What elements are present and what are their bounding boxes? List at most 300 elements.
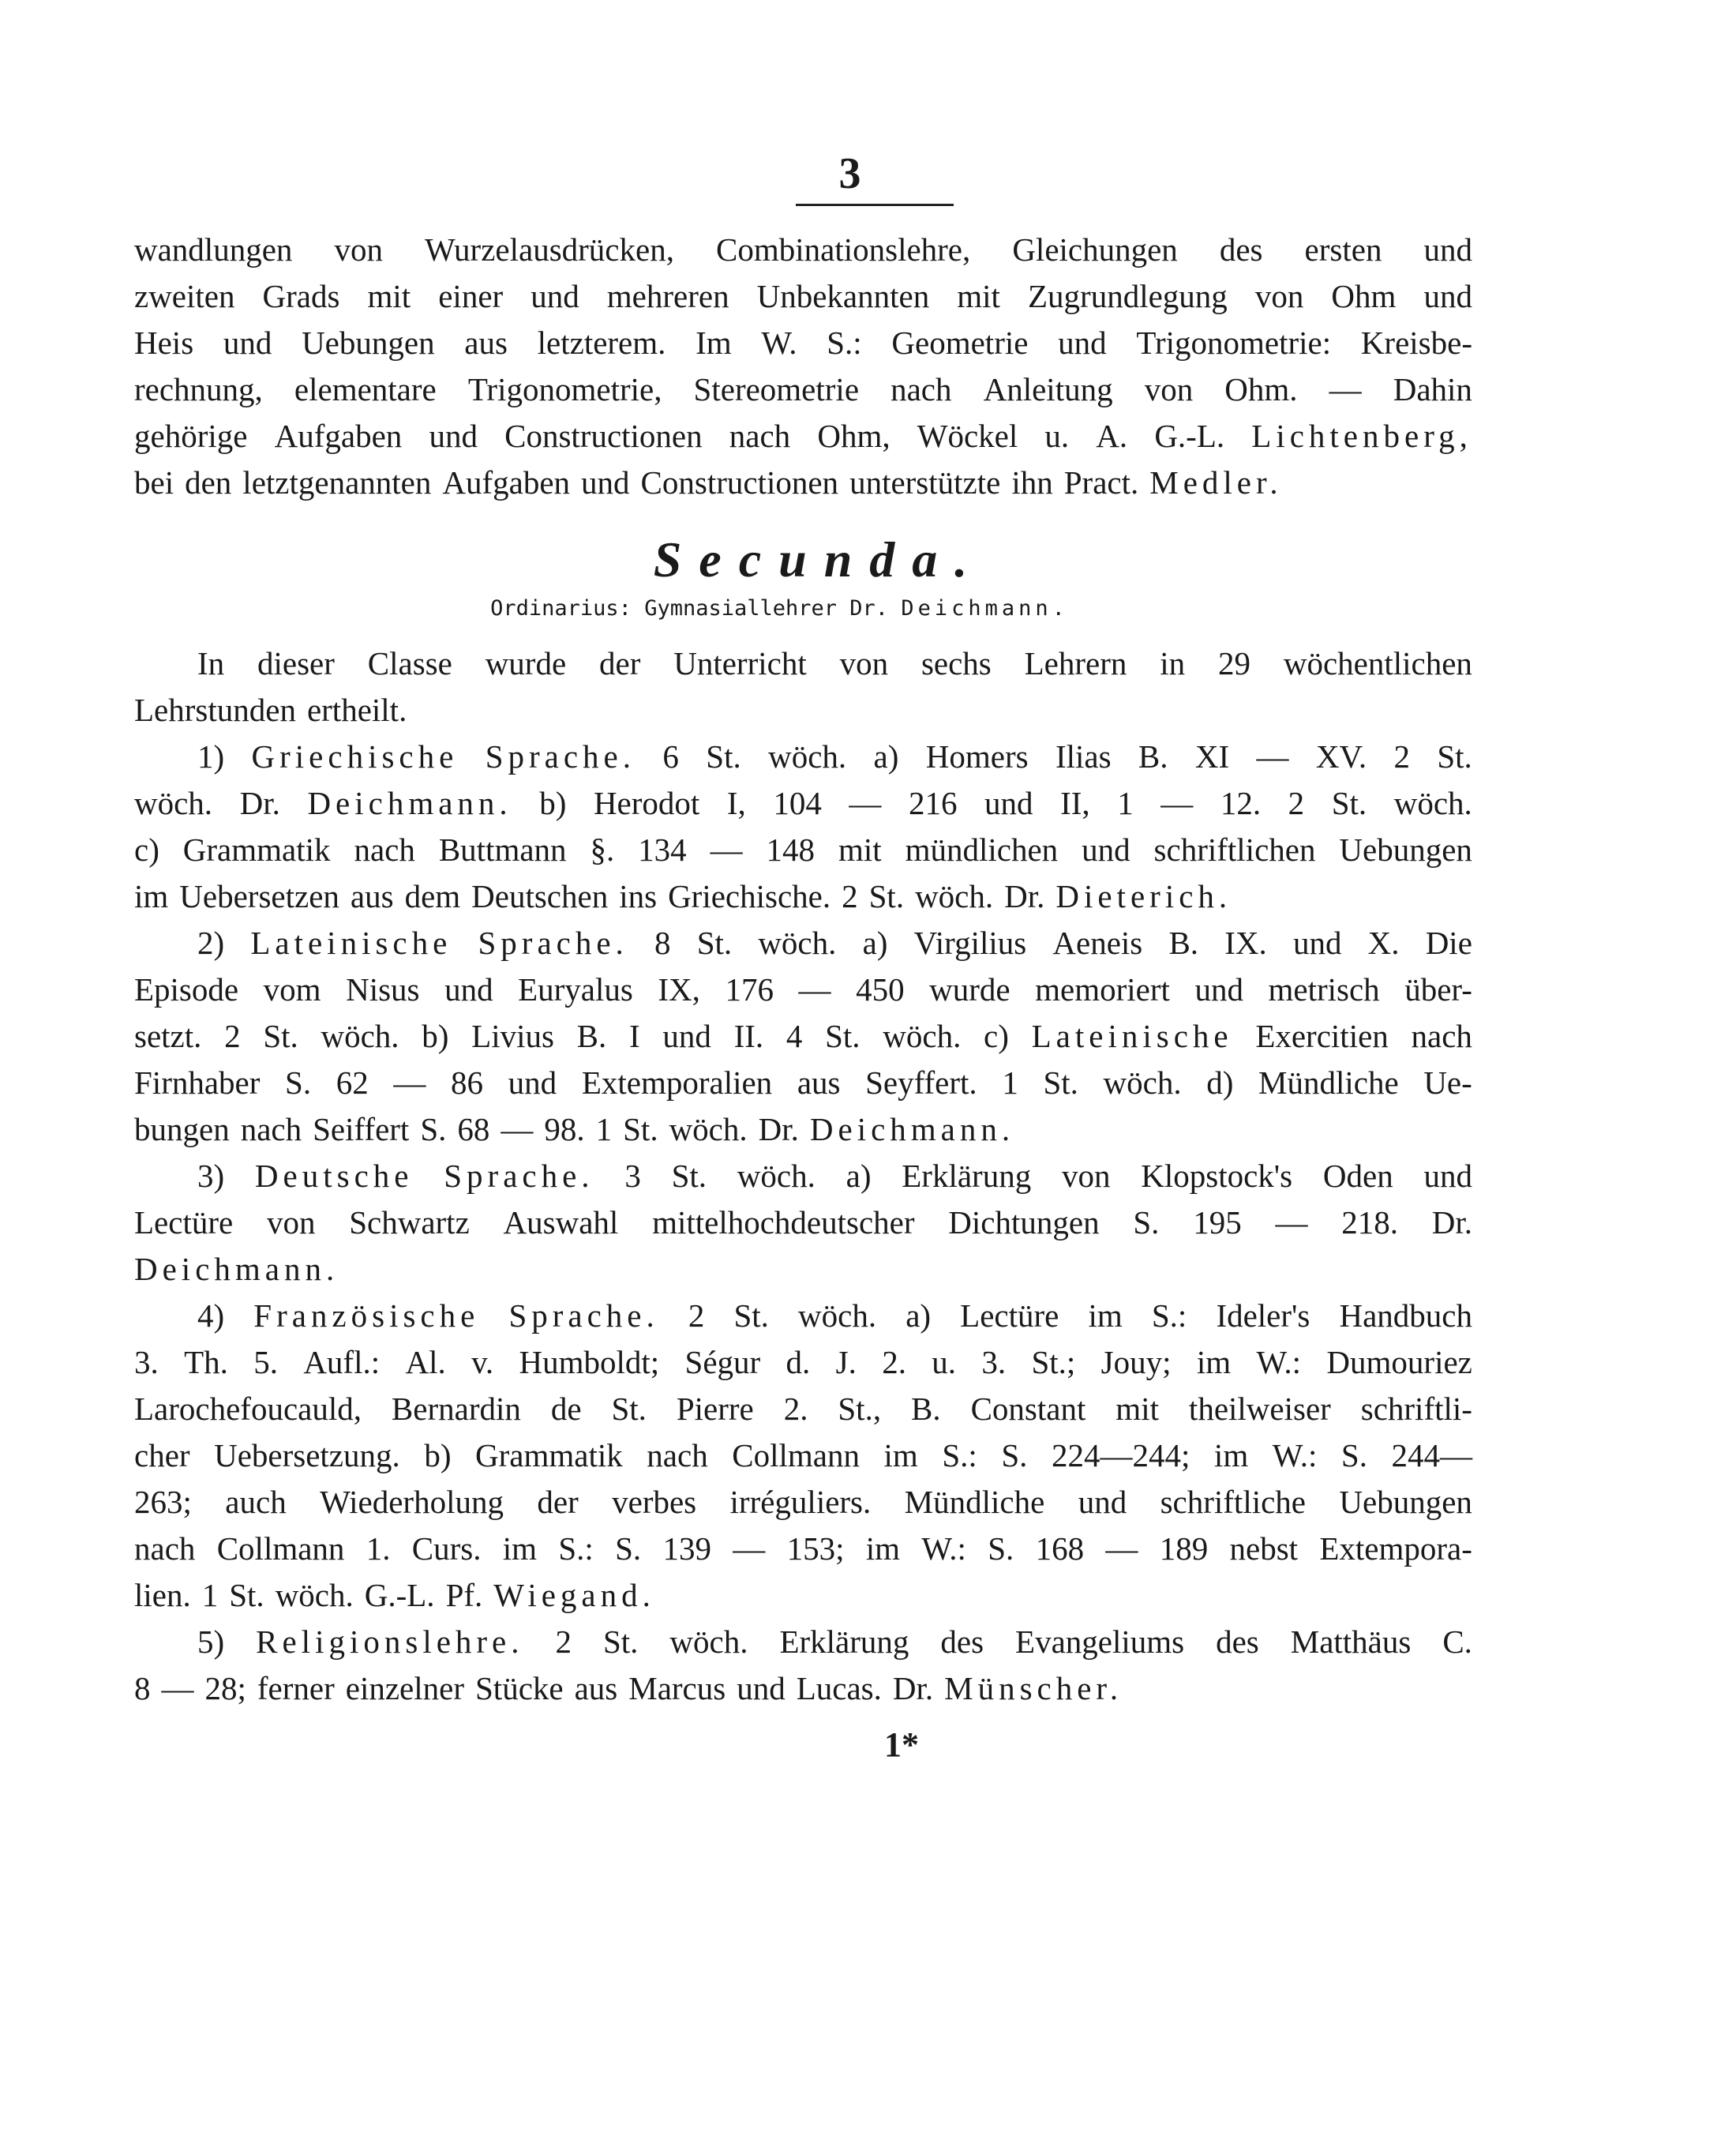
word: wurde — [485, 645, 567, 681]
word: B. — [1168, 925, 1199, 961]
word: 148 — [766, 831, 816, 868]
text-line — [134, 1386, 1472, 1432]
word: Constructionen — [504, 418, 703, 454]
word: St. — [623, 1111, 658, 1147]
word: Matthäus — [1290, 1623, 1412, 1660]
word: ins — [619, 878, 658, 914]
word: Uebersetzen — [179, 878, 339, 914]
word: Kreisbe- — [1360, 325, 1472, 361]
word: aus — [464, 325, 508, 361]
word: Auswahl — [503, 1204, 619, 1241]
word: in — [1160, 645, 1186, 681]
word: St. — [825, 1018, 861, 1054]
word: Episode — [134, 971, 239, 1008]
word: schriftlichen — [1153, 831, 1316, 868]
word: 28; — [204, 1670, 246, 1706]
word: S.: — [827, 325, 862, 361]
word: — — [1329, 371, 1362, 407]
word: Stereometrie — [693, 371, 860, 407]
word: im — [883, 1437, 918, 1473]
word: 104 — [773, 785, 822, 821]
word: Die — [1425, 925, 1472, 961]
word: der — [537, 1484, 579, 1520]
word: nach — [134, 1530, 196, 1567]
word: St. — [229, 1577, 264, 1613]
word: 139 — [662, 1530, 711, 1567]
word: Constructionen — [640, 464, 839, 501]
word: von — [839, 645, 889, 681]
word: I — [629, 1018, 640, 1054]
word: mit — [367, 278, 411, 314]
text-line — [134, 967, 1472, 1013]
word: Wiederholung — [320, 1484, 504, 1520]
word: und — [223, 325, 272, 361]
text-line — [134, 1665, 1472, 1712]
word: Exercitien — [1255, 1018, 1389, 1054]
word: mündlichen — [905, 831, 1059, 868]
document-page — [134, 150, 1472, 1767]
word: 244— — [1391, 1437, 1472, 1473]
word: St.; — [1031, 1344, 1076, 1380]
word: des — [1216, 1623, 1259, 1660]
text-line — [134, 413, 1472, 460]
text-line — [134, 1293, 1472, 1339]
word: und — [1082, 831, 1130, 868]
ordinarius-name: Deichmann. — [901, 596, 1069, 621]
word: Griechische — [251, 738, 459, 775]
word: St. — [1043, 1064, 1078, 1101]
word: nach — [240, 1111, 302, 1147]
text-line — [134, 1153, 1472, 1199]
word: A. — [1096, 418, 1128, 454]
word: Extemporalien — [581, 1064, 773, 1101]
word: St. — [611, 1391, 647, 1427]
word: Ségur — [684, 1344, 761, 1380]
word: 5. — [253, 1344, 278, 1380]
word: Extempora- — [1319, 1530, 1472, 1567]
text-line — [134, 827, 1472, 873]
word: c) — [984, 1018, 1009, 1054]
word: Medler. — [1149, 464, 1283, 501]
word: Pierre — [676, 1391, 754, 1427]
word: 2 — [1393, 738, 1410, 775]
word: St. — [696, 925, 733, 961]
word: St. — [263, 1018, 298, 1054]
word: Heis — [134, 325, 194, 361]
word: Dr. — [239, 785, 280, 821]
word: Grammatik — [182, 831, 331, 868]
word: 2 — [842, 878, 858, 914]
word: Wiegand. — [493, 1577, 655, 1613]
word: und — [581, 464, 630, 501]
word: Uebungen — [1339, 831, 1472, 868]
word: Classe — [367, 645, 452, 681]
ordinarius-label: Ordinarius: Gymnasiallehrer Dr. — [490, 596, 889, 621]
word: Seyffert. — [865, 1064, 977, 1101]
text-line — [134, 687, 1472, 734]
word: und — [1078, 1484, 1127, 1520]
word: 6 — [662, 738, 679, 775]
word: St. — [706, 738, 741, 775]
word: W.: — [1256, 1344, 1302, 1380]
word: von — [1254, 278, 1304, 314]
word: I, — [726, 785, 746, 821]
word: 2 — [555, 1623, 572, 1660]
word: Herodot — [593, 785, 700, 821]
word: Religionslehre. — [256, 1623, 524, 1660]
word: S.: — [942, 1437, 977, 1473]
word: und — [1292, 925, 1342, 961]
word: gehörige — [134, 418, 248, 454]
intro-paragraph — [134, 227, 1472, 506]
word: 29 — [1217, 645, 1250, 681]
word: elementare — [294, 371, 437, 407]
word: Sprache. — [444, 1158, 594, 1194]
word: Grads — [262, 278, 340, 314]
word: letztgenannten — [242, 464, 432, 501]
word: der — [599, 645, 641, 681]
word: cher — [134, 1437, 190, 1473]
word: 153; — [786, 1530, 845, 1567]
word: des — [1219, 231, 1263, 268]
text-line — [134, 1106, 1472, 1153]
word: des — [940, 1623, 984, 1660]
word: von — [1061, 1158, 1111, 1194]
word: Lehrern — [1024, 645, 1127, 681]
word: nach — [890, 371, 952, 407]
word: B. — [576, 1018, 607, 1054]
word: 2. — [783, 1391, 808, 1427]
word: letzterem. — [537, 325, 666, 361]
word: W. — [761, 325, 797, 361]
word: S. — [988, 1530, 1014, 1567]
word: XV. — [1315, 738, 1367, 775]
word: 218. — [1341, 1204, 1398, 1241]
word: Wurzelausdrücken, — [425, 231, 674, 268]
word: wöch. — [768, 738, 847, 775]
word: Dieterich. — [1055, 878, 1232, 914]
word: Combinationslehre, — [716, 231, 971, 268]
word: 86 — [451, 1064, 484, 1101]
word: Klopstock's — [1141, 1158, 1293, 1194]
word: 450 — [856, 971, 905, 1008]
text-line — [134, 273, 1472, 320]
word: wöch. — [669, 1623, 748, 1660]
word: X. — [1367, 925, 1400, 961]
word: Mündliche — [904, 1484, 1045, 1520]
word: und — [429, 418, 478, 454]
word: auch — [225, 1484, 287, 1520]
word: im — [502, 1530, 538, 1567]
word: 3) — [197, 1158, 225, 1194]
word: Pf. — [445, 1577, 483, 1613]
word: einer — [438, 278, 504, 314]
word: 68 — [457, 1111, 490, 1147]
word: Aeneis — [1052, 925, 1143, 961]
text-line — [134, 1432, 1472, 1479]
word: de — [550, 1391, 582, 1427]
word: Ideler's — [1216, 1297, 1310, 1334]
word: J. — [835, 1344, 857, 1380]
word: von — [1144, 371, 1194, 407]
word: S. — [615, 1530, 642, 1567]
word: — — [393, 1064, 426, 1101]
text-line — [134, 366, 1472, 413]
word: St., — [838, 1391, 882, 1427]
word: Trigonometrie, — [467, 371, 662, 407]
word: rechnung, — [134, 371, 263, 407]
word: bei — [134, 464, 174, 501]
word: Dr. — [892, 1670, 934, 1706]
word: Münscher. — [944, 1670, 1123, 1706]
word: mittelhochdeutscher — [652, 1204, 915, 1241]
word: Französische — [253, 1297, 480, 1334]
word: u. — [1044, 418, 1070, 454]
word: — — [798, 971, 831, 1008]
word: — — [161, 1670, 194, 1706]
word: verbes — [612, 1484, 697, 1520]
word: St. — [868, 878, 905, 914]
word: — — [849, 785, 882, 821]
word: einzelner — [345, 1670, 464, 1706]
word: nach — [354, 831, 415, 868]
word: II, — [1060, 785, 1090, 821]
word: 8 — [134, 1670, 151, 1706]
word: wöch. — [321, 1018, 399, 1054]
word: 4 — [786, 1018, 803, 1054]
text-line — [134, 1060, 1472, 1106]
word: 3. — [981, 1344, 1007, 1380]
word: von — [334, 231, 383, 268]
word: unterstützte — [849, 464, 1001, 501]
word: und — [662, 1018, 711, 1054]
word: im — [1196, 1344, 1232, 1380]
word: Ohm. — [1224, 371, 1298, 407]
word: Al. — [405, 1344, 446, 1380]
word: Grammatik — [475, 1437, 623, 1473]
word: Virgilius — [913, 925, 1027, 961]
word: IX, — [658, 971, 700, 1008]
word: wöch. — [798, 1297, 877, 1334]
word: 1 — [595, 1111, 613, 1147]
word: Ohm — [1331, 278, 1397, 314]
word: d. — [786, 1344, 811, 1380]
text-line — [134, 460, 1472, 506]
word: im — [865, 1530, 901, 1567]
word: — — [1256, 738, 1289, 775]
word: 2) — [197, 925, 225, 961]
word: metrisch — [1268, 971, 1380, 1008]
word: 1 — [1117, 785, 1134, 821]
word: wöch. — [275, 1577, 354, 1613]
word: II. — [733, 1018, 764, 1054]
word: aus — [350, 878, 394, 914]
word: G.-L. — [364, 1577, 435, 1613]
word: Uebungen — [1339, 1484, 1472, 1520]
word: und — [1423, 231, 1472, 268]
word: b) — [424, 1437, 452, 1473]
word: — — [733, 1530, 766, 1567]
word: bungen — [134, 1111, 230, 1147]
word: W.: — [1272, 1437, 1318, 1473]
word: wandlungen — [134, 231, 293, 268]
word: 263; — [134, 1484, 192, 1520]
word: über- — [1404, 971, 1472, 1008]
text-line — [134, 1246, 1472, 1293]
page-number: 3 — [838, 149, 863, 198]
signature-mark: 1* — [884, 1725, 919, 1764]
word: Deichmann. — [134, 1251, 339, 1287]
word: Bernardin — [391, 1391, 521, 1427]
word: Schwartz — [349, 1204, 470, 1241]
word: 2 — [224, 1018, 241, 1054]
word: S.: — [1151, 1297, 1187, 1334]
word: Deutschen — [471, 878, 609, 914]
word: Stücke — [475, 1670, 564, 1706]
word: §. — [590, 831, 615, 868]
word: 134 — [638, 831, 687, 868]
word: Lectüre — [960, 1297, 1059, 1334]
word: im — [134, 878, 169, 914]
word: Griechische. — [668, 878, 831, 914]
word: Deichmann. — [809, 1111, 1015, 1147]
word: 2 — [688, 1297, 705, 1334]
word: Seiffert — [313, 1111, 410, 1147]
page-number-rule — [796, 204, 954, 206]
word: 98. — [544, 1111, 585, 1147]
word: 224—244; — [1051, 1437, 1190, 1473]
text-line — [134, 1013, 1472, 1060]
word: 1 — [1002, 1064, 1018, 1101]
word: 1) — [197, 738, 225, 775]
word: Aufl.: — [303, 1344, 381, 1380]
word: Lehrstunden — [134, 692, 296, 728]
word: a) — [873, 738, 899, 775]
text-line — [134, 920, 1472, 967]
word: v. — [471, 1344, 494, 1380]
word: und — [737, 1670, 786, 1706]
word: Euryalus — [518, 971, 633, 1008]
word: 3. — [134, 1344, 159, 1380]
word: von — [266, 1204, 316, 1241]
word: 189 — [1159, 1530, 1209, 1567]
text-line — [134, 640, 1472, 687]
word: — — [710, 831, 743, 868]
word: Ilias — [1055, 738, 1112, 775]
word: Aufgaben — [274, 418, 403, 454]
word: und — [1423, 1158, 1472, 1194]
word: 3 — [624, 1158, 641, 1194]
word: W.: — [921, 1530, 966, 1567]
word: memoriert — [1035, 971, 1170, 1008]
word: Buttmann — [438, 831, 567, 868]
word: wöch. — [883, 1018, 962, 1054]
word: wöch. — [915, 878, 994, 914]
word: und — [531, 278, 579, 314]
word: nach — [1411, 1018, 1472, 1054]
word: sechs — [920, 645, 992, 681]
word: Curs. — [411, 1530, 482, 1567]
word: Wöckel — [917, 418, 1018, 454]
word: Deutsche — [254, 1158, 414, 1194]
word: 2. — [882, 1344, 906, 1380]
word: St. — [602, 1623, 639, 1660]
word: wöch. — [134, 785, 213, 821]
word: ferner — [257, 1670, 335, 1706]
word: 216 — [908, 785, 958, 821]
word: 2 — [1288, 785, 1305, 821]
word: a) — [846, 1158, 872, 1194]
word: S. — [1340, 1437, 1367, 1473]
word: wöch. — [1103, 1064, 1182, 1101]
word: Mündliche — [1258, 1064, 1399, 1101]
text-line — [134, 1572, 1472, 1619]
word: Oden — [1322, 1158, 1393, 1194]
word: Lichtenberg, — [1251, 418, 1472, 454]
word: Lucas. — [796, 1670, 882, 1706]
word: lien. — [134, 1577, 191, 1613]
word: Livius — [471, 1018, 554, 1054]
word: mit — [957, 278, 1000, 314]
word: im — [1088, 1297, 1123, 1334]
text-line — [134, 1479, 1472, 1526]
word: S. — [285, 1064, 312, 1101]
word: Dr. — [1004, 878, 1045, 914]
word: Erklärung — [902, 1158, 1032, 1194]
text-line — [134, 780, 1472, 827]
word: wurde — [929, 971, 1010, 1008]
word: 195 — [1193, 1204, 1242, 1241]
word: Uebersetzung. — [214, 1437, 400, 1473]
word: Aufgaben — [442, 464, 571, 501]
word: b) — [422, 1018, 449, 1054]
word: Evangeliums — [1015, 1623, 1185, 1660]
word: Humboldt; — [519, 1344, 660, 1380]
word: IX. — [1224, 925, 1267, 961]
word: Deichmann. — [307, 785, 512, 821]
word: schriftliche — [1160, 1484, 1306, 1520]
word: St. — [1331, 785, 1367, 821]
word: Geometrie — [891, 325, 1029, 361]
word: Erklärung — [779, 1623, 909, 1660]
word: b) — [539, 785, 567, 821]
word: wöch. — [669, 1111, 748, 1147]
word: 168 — [1035, 1530, 1085, 1567]
word: Lateinische — [250, 925, 452, 961]
word: Dumouriez — [1326, 1344, 1472, 1380]
word: und — [1194, 971, 1243, 1008]
word: nebst — [1229, 1530, 1299, 1567]
word: S. — [1133, 1204, 1160, 1241]
word: Ohm, — [817, 418, 890, 454]
text-line — [134, 320, 1472, 366]
word: theilweiser — [1188, 1391, 1331, 1427]
word: schriftli- — [1360, 1391, 1472, 1427]
word: Zugrundlegung — [1028, 278, 1228, 314]
word: Dr. — [1431, 1204, 1472, 1241]
text-line — [134, 734, 1472, 780]
text-line — [134, 1619, 1472, 1665]
word: d) — [1206, 1064, 1234, 1101]
word: B. — [911, 1391, 941, 1427]
word: im — [1213, 1437, 1249, 1473]
text-line — [134, 1339, 1472, 1386]
word: Dr. — [758, 1111, 799, 1147]
text-line — [134, 227, 1472, 273]
word: Gleichungen — [1012, 231, 1178, 268]
word: B. — [1138, 738, 1168, 775]
word: Anleitung — [983, 371, 1113, 407]
